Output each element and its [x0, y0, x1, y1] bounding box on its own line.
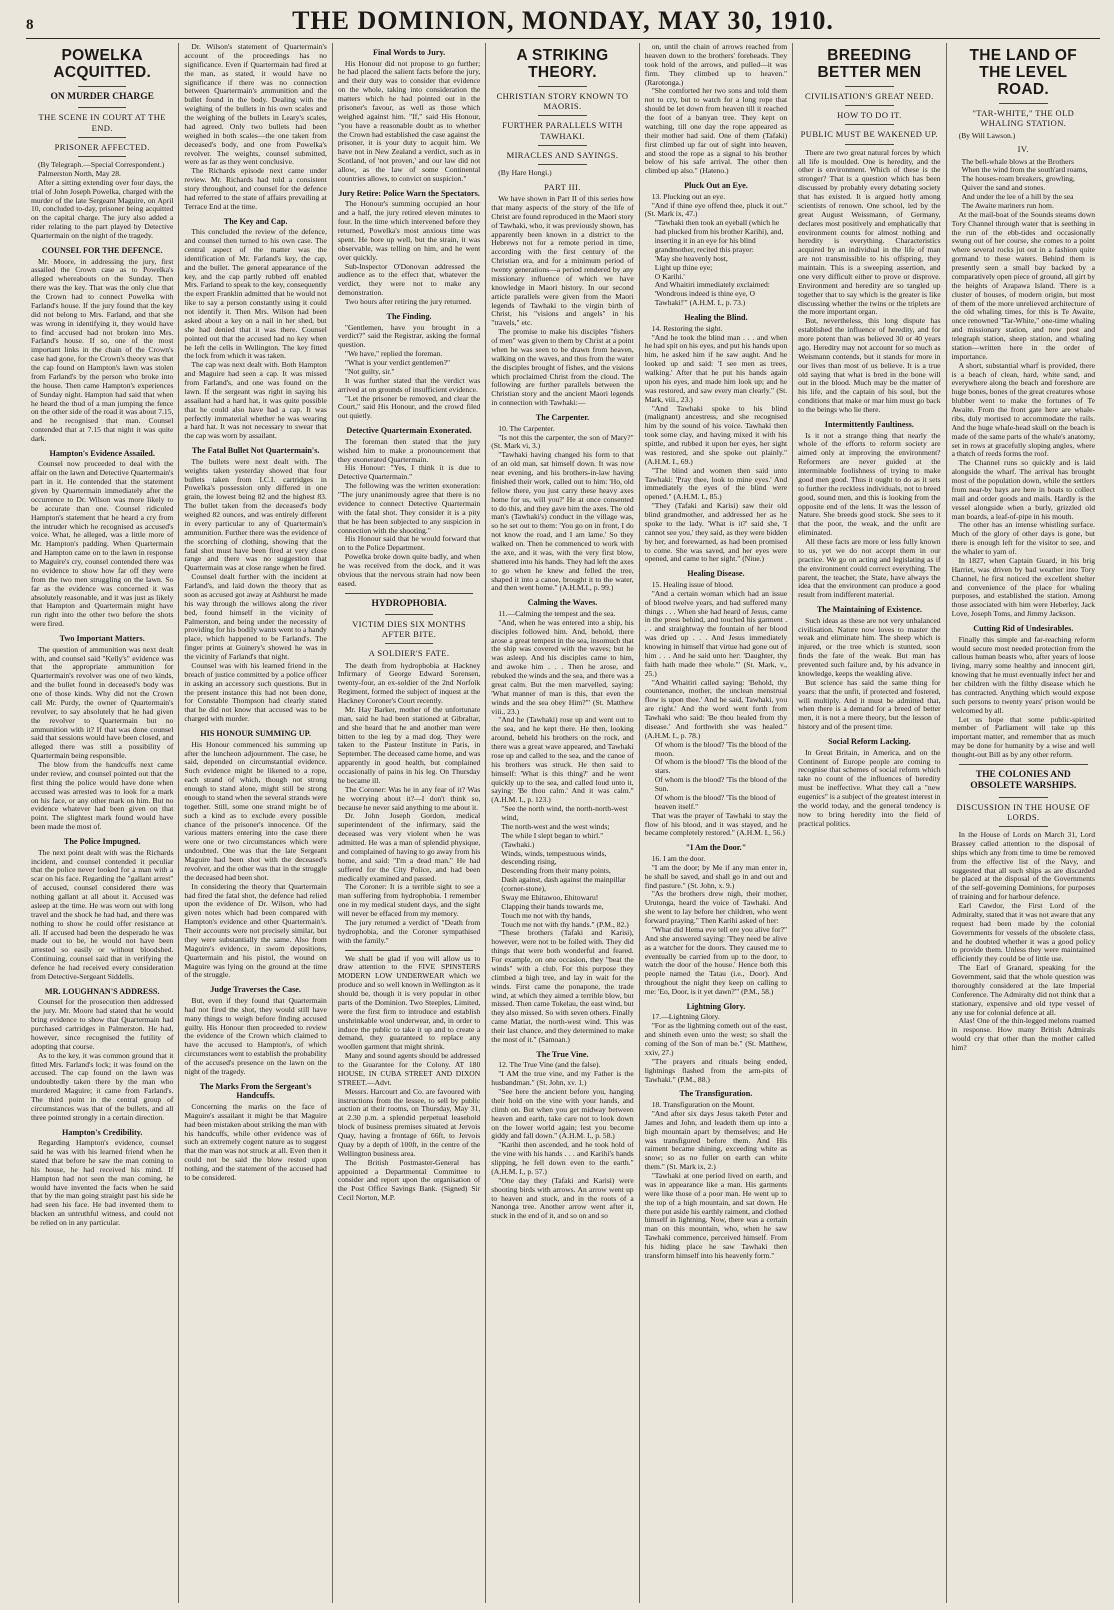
deck: PRISONER AFFECTED. — [54, 141, 150, 152]
column-2 — [179, 43, 332, 1603]
paragraph: But science has said the same thing for years: that the unfit, if protected and fostered, will multiply. And it must be admitted that, when there is a demand for a breed of better men, it is not a mere theory, but the lesson of history and of the present time. — [798, 677, 941, 732]
divider-rule — [999, 797, 1048, 798]
section-heading: Social Reform Lacking. — [828, 737, 911, 747]
paragraph: "Is not this the carpenter, the son of Mary?" (St. Mark vi, 3.) — [491, 432, 634, 451]
paragraph: "The prayers and rituals being ended, lightnings flashed from the arm-pits of Tawhaki." (P.M., 88.) — [644, 1056, 788, 1084]
section-heading: COUNSEL FOR THE DEFENCE. — [41, 245, 163, 255]
paragraph: "They (Tafaki and Karisi) saw their old blind grandmother, and addressed her as he spoke to the lady. 'What is it?' said she, 'I cannot see you,' they said, as they were bidden by her, and forewarned, as had been promised to come. She was saved, and her eyes were opened, and came to her sight." (Niue.) — [644, 501, 788, 564]
paragraph: "And he took the blind man . . . and when he had spit on his eyes, and put his hands upon him, he asked him if he saw aught. And he looked up and said: 'I see men as trees, walking.' After that he put his hands again upon his eyes, and made him look up; and he was restored, and saw every man clearly." (St. Mark, viii., 23.) — [644, 332, 788, 404]
paragraph: All these facts are more or less fully known to us, yet we do not accept them in our practice. We go on acting and legislating as if the environment could correct everything. The parent, the teacher, the State, have always the idea that the environment can produce a good result from indifferent material. — [798, 537, 941, 600]
divider-rule — [538, 115, 586, 116]
masthead-rule — [26, 38, 1100, 39]
divider-rule — [385, 614, 433, 615]
masthead — [26, 6, 1100, 36]
paragraph: His Honour: "Yes, I think it is due to Detective Quartermain." — [337, 463, 481, 482]
section-heading: Two Important Matters. — [59, 634, 145, 644]
deck: HOW TO DO IT. — [837, 110, 902, 121]
paragraph: "I AM the true vine, and my Father is the husbandman." (St. John, xv. 1.) — [491, 1069, 634, 1088]
paragraph: A short, substantial wharf is provided, there is a beach of clean, hard, white sand, and everywhere along the beach and foreshore are huge bones, bones of the great creatures whose blubber went to make the fortunes of Te Awaite. From the front gate here are whale-ribs, duly mortised to accommodate the rails. And the huge whale-head skull on the beach is made of the same parts of the whale's anatomy, set in rows at gracefully sloping angles, where a thatch of reeds forms the roof. — [951, 360, 1095, 459]
column-1 — [26, 43, 179, 1603]
divider-rule — [78, 156, 126, 157]
paragraph: "These brothers (Tafaki and Karisi), however, were not to be foiled with. They did things that were both wonderful and feared. For example, on one occasion, they "beat the winds" with a club. For this purpose they climbed a high tree, and lay in wait for the winds. First came the ponapone, the trade wind, at which they aimed a terrible blow, but missed. Then came Tokelau, the east wind, but they also missed. So with seven others. Finally came Matiat, the north-west wind. This was their last chance, and they determined to make the most of it." (Samoan.) — [491, 928, 634, 1044]
paragraph: "And, when he was entered into a ship, his disciples followed him. And, behold, there arose a great tempest in the sea, insomuch that the ship was covered with the waves; but he was asleep. And his disciples came to him, and awoke him . . . Then he arose, and rebuked the winds and the sea, and there was a great calm. But the men marvelled, saying: 'What manner of man is this, that even the winds and the sea obey Him?'" (St. Matthew viii., 23.) — [491, 617, 634, 716]
section-heading: Hampton's Evidence Assailed. — [49, 448, 155, 458]
paragraph: In 1827, when Captain Guard, in his brig Harriet, was driven by bad weather into Tory Channel, he first noticed the excellent shelter and convenience of the place for whaling purposes, and established the station. Among those associated with him were Heberley, Jack Love, Joseph Toms, and Jimmy Jackson. — [951, 555, 1095, 619]
paragraph: That was the prayer of Tawhaki to stay the flow of his blood, and it was stayed, and he became completely restored." (A.H.M. I., 56.) — [644, 810, 788, 838]
paragraph: As to the key, it was common ground that it fitted Mrs. Farland's lock; it was found on the accused. The cap found on the lawn was undoubtedly taken there by the man who murdered Maguire; it came from Farland's. The third point in the central group of circumstances was that of the bullets, and all three pointed strongly in a certain direction. — [31, 1050, 174, 1122]
paragraph: Counsel for the prosecution then addressed the jury. Mr. Moore had stated that he would bring evidence to show that Quartermain had purchased cartridges in Palmerston. He had, however, since recognised the futility of adopting that course. — [31, 997, 174, 1051]
paragraph: Counsel dealt further with the incident at Farland's, and laid down the theory that as soon as accused got away at Ashhurst he made his way through the willows along the river bed, found himself in the vicinity of Palmerston, and being under the necessity of providing for his bodily wants went to a handy place, which happened to be Farland's. The finger prints at Guinery's showed he was in the vicinity of Farland's that night. — [184, 572, 327, 662]
paragraph: It was further stated that the verdict was arrived at on grounds of insufficient evidence. — [337, 375, 481, 394]
section-heading: The Police Impugned. — [63, 837, 141, 847]
column-6 — [793, 43, 946, 1603]
divider-rule — [999, 103, 1048, 104]
paragraph: "As the brothers drew nigh, their mother, Urutonga, heard the voice of Tawhaki. And she went to lay before her children, who went forward praying." Then Karihi asked of her: — [644, 889, 788, 925]
section-heading: The Finding. — [386, 311, 432, 321]
paragraph: "And a certain woman which had an issue of blood twelve years, and had suffered many things . . . When she had heard of Jesus, came in the press behind, and touched his garment . . . and straightway the fountain of her blood was dried up . . . And Jesus immediately knowing in himself that virtue had gone out of him . . . And he said unto her: 'Daughter, thy faith hath made thee whole.'" (St. Mark, v., 25.) — [644, 588, 788, 678]
divider-rule — [845, 86, 893, 87]
paragraph: "Karihi then ascended, and he took hold of the vine with his hands . . . and Karihi's hands slipping, he fell down even to the earth." (A.H.M. I., p. 57.) — [491, 1140, 634, 1176]
paragraph: This concluded the review of the defence, and counsel then turned to his own case. The central aspect of the matter was the identification of Mr. Farland's key, the cap, and the bullet. The general appearance of the key, and the cap partly rubbed off enabled Mrs. Farland to speak to the key, consequently the expert Franklin admitted that he would not like to say a person constantly using it could not identify it. Then Mrs. Wilson had been asked about a key on a nail in her shed, but she had denied that it was there. Counsel pointed out that the accused had no key when he left the cells in Wellington. The key fitted the lock from which it was taken. — [184, 227, 327, 361]
paragraph: But, nevertheless, this long dispute has established the influence of heredity, and for more potent than was believed 30 or 40 years ago. Heredity may not account for so much as Weismann contends, but it stands for more in our lives than most of us believe. It is a true old saying that what is bred in the bone will out in the blood. Much may be the matter of his life, and the captain of his soul, but the conditions that make or mar him must go back to the beings who lie there. — [798, 316, 941, 415]
paragraph: His Honour did not propose to go further; he had placed the salient facts before the jury, and their duty was to consider that evidence on the whole, taking into consideration the matters which he had pointed out in the prisoner's favour, as well as those which weighed against him. "If," said His Honour, "you have a reasonable doubt as to whether the Crown had established the case against the prisoner, it is your duty to acquit him. We have not in New Zealand a verdict, such as in Scotland, of 'not proven,' and our law did not allow, as the law of some Continental countries allows, to convict on suspicion." — [337, 58, 481, 183]
column-7 — [947, 43, 1100, 1603]
section-heading: Lightning Glory. — [686, 1001, 746, 1011]
paragraph: The jury returned a verdict of "Death from hydrophobia, and the Coroner sympathised with the family." — [337, 917, 481, 945]
paragraph: Is it not a strange thing that nearly the whole of the efforts to reform society are aimed only at improving the environment? Reformers are never guided at the interminable foolishness of trying to make good men good. Thus it ought to do as it sets to further the reckless individuals, not to breed good, sound men, and this is looking from the opposite end of the lens. It was the lesson of Nature. She breeds good stock. She sees to it that the poor, the weak, and the unfit are eliminated. — [798, 430, 941, 538]
paragraph: Messrs. Harcourt and Co. are favoured with instructions from the lessee, to sell by public auction at their rooms, on Thursday, May 31, at 2.30 p.m. a splendid perpetual leasehold block of business premises situated at Jervois Quay, having a frontage of 66ft, to Jervois Quay by a depth of 100ft, in the centre of the Wellington business area. — [337, 1086, 481, 1158]
paragraph: Palmerston North, May 28. — [38, 168, 121, 178]
subheadline: HYDROPHOBIA. — [371, 598, 447, 609]
paragraph: Concerning the marks on the face of Maguire's assailant it might be that Maguire had been mistaken about striking the man with his handcuffs, while other evidence was of such an extremely cogent nature as to suggest that the man was not struck at all. Even then it could not be said the blow rested upon nothing, and the statement of the accused had to be considered. — [184, 1101, 327, 1182]
section-heading: The Maintaining of Existence. — [816, 605, 922, 615]
paragraph: "We have," replied the foreman. — [344, 349, 443, 359]
section-heading: The Fatal Bullet Not Quartermain's. — [191, 446, 320, 456]
section-heading: The True Vine. — [536, 1049, 589, 1059]
paragraph: The other has an intense whistling surface. Much of the glory of other days is gone, but there is enough left for the visitor to see, and the whaler to yarn of. — [951, 520, 1095, 557]
paragraph: There are two great natural forces by which all life is moulded. One is heredity, and the other is environment. Which of these is the stronger? That is a question which has been discussed by probably every debating society that has existed. It is argued hotly among scientists of renown. One school, led by the great August Weissmann, of Germany, declares most positively and emphatically that environment counts for almost nothing and heredity is everything. Characteristics acquired by an individual in the life of man are not transmissible to his offspring, they maintain. This is a sweeping assertion, and one very difficult either to prove or disprove. Environment and heredity are so tangled up together that to say which is the greater is like discussing whether the twins or the triplets are the more important organ. — [798, 147, 941, 317]
paragraph: "And he (Tawhaki) rose up and went out to the sea, and he kept there. He then, looking around, beheld his brothers on the rock, and there was a great wave appeared, and Tawhaki rose up and called to the sea, and the canoe of his brothers was struck. He then said to himself: 'What is this thing?' and he went quickly up to the sea, and called loud unto it, saying: 'Be thou calm.' And it was calm." (A.H.M. I., p. 123.) — [491, 715, 634, 805]
subheadline: ON MURDER CHARGE — [50, 92, 154, 103]
section-heading: The Key and Cap. — [223, 216, 288, 226]
paragraph: (By Telegraph.—Special Correspondent.) — [38, 160, 165, 170]
divider-rule — [538, 145, 586, 146]
deck: "TAR-WHITE," THE OLD WHALING STATION. — [972, 108, 1075, 129]
divider-rule — [845, 144, 893, 145]
headline: THE LAND OF THE LEVEL ROAD. — [969, 47, 1078, 99]
section-heading: Cutting Rid of Undesirables. — [973, 624, 1074, 634]
paragraph: The bullets were next dealt with. The weights taken yesterday showed that four bullets taken from I.C.I. cartridges in Powelka's possession only differed in one grain, the lowest being 82 and the highest 83. The bullet taken from the deceased's body weighed 82 ounces, and was entirely different in every particular to any of Quartermain's ammunition. Further there was the evidence of the scorching of clothing, showing that the fatal shot must have been fired at very close range and there was no suggestion that Quartermain was at close range when he fired. — [184, 456, 327, 573]
deck: MIRACLES AND SAYINGS. — [506, 149, 619, 160]
paragraph: "Let the prisoner be removed, and clear the Court," said His Honour, and the crowd filed out quietly. — [337, 393, 481, 421]
paragraph: The cap was next dealt with. Both Hampton and Maguire had seen a cap. It was missed from Farland's, and one was found on the lawn. If the sergeant was right in saying his assailant had a hard hat, it was quite possible that he could also have had a cap. It was perfectly immaterial whether he was wearing a hard hat. It was not necessary to swear that the cap was worn by assailant. — [184, 360, 327, 441]
paragraph: Earl Cawdor, the First Lord of the Admiralty, stated that it was not aware that any request had been made by the colonial Governments for vessels of the obsolete class, and he doubted whether it was a good policy to provide them. Unless they were maintained efficiently they could be of little use. — [951, 901, 1095, 964]
paragraph: "And Whaitiri called saying: 'Behold, thy countenance, mother, the unclean menstrual flow is upon thee.' And he said, Tawhaki, you are right.' And the word went forth from Tawhaki who said: 'Be thou healed from thy disease.' And forthwith she was healed." (A.H.M. I., p. 78.) — [644, 677, 788, 740]
section-heading: Judge Traverses the Case. — [210, 985, 301, 995]
paragraph: "What did Hema eve tell ere you alive for?" And she answered saying: 'They need be alive as a watcher for the doors. They caused me to eventually be carried from up to the door, to watch the door of the house.' Hence both this people named the Tatau (i.e., Door). And throughout the night they keep on calling to me: 'Eo, Door, is it yet dawn?'" (P.M., 58.) — [644, 924, 788, 996]
paragraph: The death from hydrophobia at Hackney Infirmary of George Edward Sorensen, twenty-four, an ex-soldier of the 2nd Norfolk Regiment, formed the subject of inquest at the Hackney Coroner's Court recently. — [337, 660, 481, 706]
paragraph: 15. Healing issue of blood. — [651, 579, 734, 589]
headline: BREEDING BETTER MEN — [817, 47, 922, 82]
paragraph: "Tawhaki having changed his form to that of an old man, sat himself down. It was now near evening, and his brothers-in-law having finished their work, called out to him: 'Ho, old fellow there, you just carry these heavy axes home for us, will you?' He at once consented to do this, and they gave him the axes. The old man's (Tawhaki's) conduct in the village was, so he set out to them: 'You go on in front, I do not know the road, and I am lame.' So they walked on. Then he commenced to work with the axe, and it was, with the very first blow, shattered into his hands. They had left the axes to go when he knew and felled the tree, shaped it into a canoe, brought it to the water, and then went home." (A.H.M.I., p. 99.) — [491, 450, 634, 593]
paragraph: His Honour commenced his summing up after the luncheon adjournment. The case, he said, depended on circumstantial evidence. Such evidence might be likened to a rope, each strand of which, though not strong enough to stand alone, might still be strong enough to stand when the several strands were together. Still, some one strand might be of such a kind as to exclude every possible chance of the prisoner's innocence. Of the various matters entering into the case there were one or two circumstances which were undoubted. One was that the late Sergeant Maguire had been shot with the deceased's revolver, and the other was that in the struggle the deceased had been shot. — [184, 739, 327, 882]
paragraph: The Channel runs so quickly and is laid alongside the wharf. The arrival has brought most of the population down, while the settlers from near-by bays are here in boats to collect mail and order goods and mails. Hardly is the vessel alongside when a burly, grizzled old man boards, a leaf-of-pipe in his mouth. — [951, 458, 1095, 521]
paragraph: "See here the ancient before you, hanging their hold on the vine with your hands, and climb on. But when you get midway between heaven and earth, take care not to look down on the lower world again; lest you become giddy and fall down." (A.H.M. I., p. 58.) — [491, 1087, 634, 1141]
section-heading: MR. LOUGHNAN'S ADDRESS. — [44, 986, 160, 996]
paragraph: Winds, winds, tempestuous winds, descending rising, Descending from their many points, Dash against, dash against the mainpillar (corner-stone), Sway me Ehitawoo, Ehitowaru! Clapping their hands towards me, Touch me not with thy hands, Touch me not with thy hands." (P.M., 82.) — [501, 848, 629, 929]
paragraph: "The blind and women then said unto Tawhaki: 'Pray thee, look to mine eyes.' And immediately the eyes of the blind were opened." (A.H.M. I., 85.) — [644, 465, 788, 502]
subheadline: THE COLONIES AND OBSOLETE WARSHIPS. — [970, 769, 1077, 792]
divider-rule — [78, 107, 126, 108]
deck: IV. — [1017, 144, 1029, 155]
section-heading: The Transfiguration. — [679, 1089, 753, 1099]
section-heading: Detective Quartermain Exonerated. — [346, 426, 472, 436]
paragraph: 11.—Calming the tempest and the sea. — [498, 608, 616, 618]
paragraph: The bell-whale blows at the Brothers When the wind from the south'ard roams, The houses-roam breakers, growling, Quiver the sand and stones. And under the lee of a hill by the sea The Awaite mariners run hom. — [961, 156, 1088, 210]
deck: CHRISTIAN STORY KNOWN TO MAORIS. — [496, 91, 629, 112]
paragraph: "Not guilty, sir." — [344, 366, 395, 376]
paragraph: After a sitting extending over four days, the trial of John Joseph Powelka, charged with the murder of the late Sergeant Maguire, on April 10, concluded to-day, prisoner being acquitted on the capital charge. The jury also added a rider relating to the part played by Detective Quartermain on the night of the tragedy. — [31, 177, 174, 241]
paragraph: At the mail-boat of the Sounds steams down Tory Channel through water that is seething in the run of the ebb-tides and occasionally swung out of her course, she comes to a point where several rocks jut out in a fashion quite gormand to these waters. Behind them is presently seen a small bay backed by a comparatively open piece of ground, all girt by the heights of Arapawa Island. There is a cluster of houses, of modern origin, but most of them of the more unrelieved architecture of the old whaling times, for this is Te Awaite, once renowned "Tar-White," one-time whaling and missionary station, and now post and telegraph station, sheep station, and whaling station—written here in the order of importance. — [951, 209, 1095, 361]
deck: PART III. — [544, 181, 581, 192]
paragraph: "Gentlemen, have you brought in a verdict?" said the Registrar, asking the formal question. — [337, 322, 481, 350]
section-heading: The Carpenter. — [535, 413, 590, 423]
deck: DISCUSSION IN THE HOUSE OF LORDS. — [956, 801, 1091, 822]
column-4 — [486, 43, 639, 1603]
section-heading: "I Am the Door." — [685, 843, 747, 853]
paragraph: His Honour said that he would forward that on to the Police Department. — [337, 534, 481, 553]
headline: POWELKA ACQUITTED. — [53, 47, 152, 82]
paragraph: The foreman then stated that the jury wished him to make a pronouncement that they exonerated Quartermain. — [337, 436, 481, 464]
paragraph: The Honour's summing occupied an hour and a half, the jury retired eleven minutes to four. In the time which intervened before they returned, Powelka's most anxious time was spent. He bore up well, but the strain, it was observable, was telling on him, and he went over quickly. — [337, 199, 481, 262]
paragraph: 13. Plucking out an eye. — [651, 191, 726, 201]
paragraph: Dr. Wilson's statement of Quartermain's account of the proceedings has no significance. Even if Quartermain had fired at the man, as stated, it would have no significance if there was no connection between Quartermain's ammunition and the bullet found in the body. Dealing with the weighing of the bullets in his own scales and the weighing of the bullets in Leary's scales, had agreed. Only two bullets had been weighed in both scales—the one taken from deceased's body, and one from Powelka's revolver. The weights, counsel submitted, were as far as they went conclusive. — [184, 43, 327, 167]
paragraph: The following was the written exoneration: "The jury unanimously agree that there is no evidence to connect Detective Quartermain with the fatal shot. They consider it is a pity that he has been subjected to any suspicion in connection with the shooting." — [337, 481, 481, 535]
section-heading: Jury Retire: Police Warn the Spectators. — [338, 188, 480, 198]
divider-rule — [345, 593, 473, 594]
deck: CIVILISATION'S GREAT NEED. — [805, 91, 934, 102]
paragraph: The next point dealt with was the Richards incident, and counsel contended it peculiar that the police never looked for a man with a scar on his face. Regarding the "gallant arrest" of accused, counsel considered there was nothing gallant at all about it. Accused was asleep at the time. He was worn out with long travel and the shock he had had, and there was nothing to show he could offer resistance at all. If accused had been the desperado he was made out to be, he would not have been arrested so easily or without bloodshed. Continuing, counsel said that in verifying the defence he had received every consideration from Detective-Sergeant Siddells. — [31, 847, 174, 981]
headline: A STRIKING THEORY. — [516, 47, 609, 82]
section-heading: Calming the Waves. — [527, 598, 598, 608]
paragraph: 10. The Carpenter. — [498, 423, 555, 433]
section-heading: Final Words to Jury. — [372, 48, 446, 57]
divider-rule — [385, 643, 433, 644]
divider-rule — [345, 950, 473, 951]
paragraph: "One day they (Tafaki and Karisi) were shooting birds with arrows. An arrow went up to heaven and stuck, and in the roots of a Nanonga tree. Another arrow went after it, stuck in the end of it, and so on and so — [491, 1175, 634, 1221]
divider-rule — [959, 764, 1088, 765]
paragraph: 14. Restoring the sight. — [651, 323, 723, 333]
divider-rule — [78, 137, 126, 138]
divider-rule — [845, 105, 893, 106]
paragraph: Alas! One of the thin-legged melons roamed in response. How many British Admirals would cry that other than the mother called him? — [951, 1016, 1095, 1053]
paragraph: "For as the lightning cometh out of the east, and shineth even unto the west; so shall the coming of the Son of man be." (St. Matthew, xxiv, 27.) — [644, 1021, 788, 1057]
paragraph: Regarding Hampton's evidence, counsel said he was with his learned friend when he stated that before he saw the man coming to his house, he had received his mind. If Hampton had not seen the man coming, he would have invented the facts when he said that by the man going straight past his side he had seen his face. He had invented them to blacken an untruthful witness, and could not be relied on in any particular. — [31, 1138, 174, 1228]
section-heading: Intermittently Faultiness. — [824, 419, 914, 429]
paragraph: Powelka broke down quite badly, and when he was received from the dock, and it was obvious that the nervous strain had now been eased. — [337, 552, 481, 588]
section-heading: HIS HONOUR SUMMING UP. — [200, 729, 311, 739]
deck: VICTIM DIES SIX MONTHS AFTER BITE. — [352, 619, 466, 640]
deck: THE SCENE IN COURT AT THE END. — [38, 112, 166, 133]
paragraph: We have shown in Part II of this series how that many aspects of the story of the life of Christ are found reproduced in the Maori story of Tawhaki, who, it was previously shown, has apparently been known in a district to the Hebrews not for a remote period in time, according with the first century of the Christian era, and for a minimum period of twenty generations—a period rendered by any missionary influence of which we have knowledge in Maori history. In our second article parallels were given from the Maori legends of Tawhaki to the virgin birth of Christ, his "visions and angels" in his "travels," etc. — [491, 194, 634, 328]
paragraph: Mr. Moore, in addressing the jury, first assailed the Crown case as to Powelka's alleged whereabouts on the Sunday. Then there was the key. That was the only clue that the Crown had to connect Powelka with Farland's house. If the jury found that the key did not belong to Mrs. Farland, and that she was wrong in identifying it, they would have to find accused had not broken into Mrs. Farland's house. If so, one of the most important links in the chain of the Crown's case had gone, for the Crown's theory was that the cap found on Hampton's lawn was stolen from Farland's by the person who broke into the house. Then came Hampton's experiences of Sunday night. Hampton had said that when he heard the thud of a man jumping the fence on the other side of the road it was about 7.15, and he recognised that man. Counsel contended that at 7.15 that night it was quite dark. — [31, 256, 174, 444]
deck: FURTHER PARALLELS WITH TAWHAKI. — [502, 120, 623, 141]
paragraph: "She comforted her two sons and told them not to cry, but to watch for a long rope that should be let down from heaven till it reached the foot of a banyan tree. They kept on watching, till one day the rope appeared as their mother had said. One of them (Tafaki) first climbed up far out of sight into heaven, and stood the rope as a signal to his brother below of his safe arrival. The other then climbed up also." (Hateno.) — [644, 86, 788, 176]
deck: A SOLDIER'S FATE. — [368, 648, 450, 659]
paragraph: In Great Britain, in America, and on the Continent of Europe people are coming to recognise that schemes of social reform which take no count of the influences of heredity must be ineffective. What they call a "new eugenics" is a subject of the greatest interest in the world today, and the general tendency is now to bring heredity into the field of practical politics. — [798, 747, 941, 828]
paragraph: Many and sound agents should be addressed to the Guarantee for the Colony. AT 180 HOUSE, IN CUBA STREET AND DIXON STREET.—Advt. — [337, 1051, 481, 1087]
paragraph: The British Postmaster-General has appointed a Departmental Committee to consider and report upon the organisation of the Post Office Savings Bank. (Signed) Sir Cecil Norton, M.P. — [337, 1157, 481, 1203]
paragraph: 12. The True Vine (and the false). — [498, 1060, 601, 1070]
section-heading: Pluck Out an Eye. — [684, 181, 748, 191]
paragraph: 18. Transfiguration on the Mount. — [651, 1100, 755, 1110]
paragraph: Of whom is the blood? 'Tis the blood of the moon. Of whom is the blood? 'Tis the blood of the stars. Of whom is the blood? 'Tis the blood of the Sun. Of whom is the blood? 'Tis the blood of heaven itself." — [654, 739, 787, 811]
paragraph: The question of ammunition was next dealt with, and counsel said "Kelly's" evidence was that the appropriate ammunition for Quartermain's revolver was one of two kinds, and the bullet found in deceased's body was one of those kinds. Why did not the Crown call Mr. Purdy, the owner of Quartermain's revolver, to say absolutely that he had given the revolver to Quartermain but no ammunition with it? If that was done counsel said that sessions would have been closed, and alleged there was still a possibility of Quartermain being responsible. — [31, 644, 174, 761]
paragraph: The promise to make his disciples "fishers of men" was given to them by Christ at a point when he was seen to be drawn from heaven, walking on the waves, and thus from the water the disciples brought of fishes, and the visions which proclaimed Christ from the cloud. The following are further parallels between the Christian story and the ancient Maori legends in connection with Tawhaki:— — [491, 327, 634, 408]
section-heading: The Marks From the Sergeant's Handcuffs. — [199, 1081, 312, 1101]
paragraph: "And Tawhaki spoke to his blind (malignant) ancestress, and she recognised him by the sound of his voice. Tawhaki then took some clay, and having mixed it with his spittle, and rubbed it upon her eyes, her sight was restored, and she spoke out plainly." (A.H.M. I., 69.) — [644, 403, 788, 466]
divider-rule — [538, 86, 586, 87]
paragraph: on, until the chain of arrows reached from heaven down to the brothers' foreheads. They took hold of the arrows, and pulled—it was firm. They climbed up to heaven." (Rarotonga.) — [644, 43, 788, 87]
paragraph: "See the north wind, the north-north-west wind, The north-west and the west winds; The while I slept began to whirl." (Tawhaki.) — [501, 804, 628, 849]
paragraph: Two hours after retiring the jury returned. — [344, 297, 472, 307]
paragraph: (By Will Lawson.) — [958, 130, 1016, 140]
paragraph: The blow from the handcuffs next came under review, and counsel pointed out that the first thing the police would have done when accused was arrested was to look for a mark on his face, or any other mark on him. But no evidence whatever had been given on that point. The slightest mark found would have been made the most of. — [31, 760, 174, 832]
paragraph: In considering the theory that Quartermain had fired the fatal shot, the defence had relied upon the evidence of Dr. Wilson, who had given notes which had been compared with Hampton's evidence and other Quartermain's. Their accounts were not precisely similar, but they were substantially the same. Also from Maguire's evidence, in sworn depositions, Quartermain and his pistol, the wound on Maguire was lying on the ground at the time of the struggle. — [184, 881, 327, 980]
paragraph: We shall be glad if you will allow us to draw attention to the FIVE SPINSTERS MODERN LOW UNDERWEAR which we produce and so well known in Wellington as it should be, though it is very popular in other parts of the Dominion. Two Steeples, Limited, were the first firm to introduce and establish unshrinkable wool underwear, and, in order to induce the public to take it up and to create a demand, they guaranteed to replace any woollen garment that might shrink. — [337, 953, 481, 1052]
paragraph: The Coroner: It is a terrible sight to see a man suffering from hydrophobia. I remember one in my medical student days, and the sight will never be effaced from my memory. — [337, 882, 481, 919]
paragraph: Such ideas as these are not very unbalanced civilisation. Nature now loves to master the weak and eliminate him. The sheep which is injured, or the tree which is stunted, soon finds the fate of the weak. But man has prevented such failure and, by his advance in knowledge, keeps the weakling alive. — [798, 615, 941, 678]
newspaper-title: THE DOMINION, MONDAY, MAY 30, 1910. — [292, 6, 834, 35]
paragraph: Dr. John Joseph Gordon, medical superintendent of the infirmary, said the deceased was very violent when he was admitted. He was a man of splendid physique, and complained of having to go away from his home, and said: "I'm a dead man." He had suffered for the City Police, and had been medically examined and passed. — [337, 811, 481, 883]
section-heading: Healing the Blind. — [684, 313, 748, 323]
section-heading: Hampton's Credibility. — [62, 1127, 143, 1137]
paragraph: "And after six days Jesus taketh Peter and James and John, and leadeth them up into a high mountain apart by themselves; and He was transfigured before them. And His raiment became shining, exceeding white as snow; so as no fuller on earth can white them." (St. Mark ix, 2.) — [644, 1108, 788, 1172]
paragraph: "Tawhaki then took an eyeball (which he had plucked from his brother Karihi), and, inserting it in an eye for his blind grandmother, recited this prayer: 'May she heavenly host, Light up thine eye; O Karihi.' And Whaitiri immediately exclaimed: 'Wondrous indeed is thine eye, O Tawhaki!'" (A.H.M. I., p. 73.) — [654, 218, 784, 308]
paragraph: "I am the door; by Me if any man enter in, he shall be saved, and shall go in and out and find pasture." (St. John, x. 9.) — [644, 862, 788, 890]
deck: PUBLIC MUST BE WAKENED UP. — [800, 129, 939, 140]
paragraph: Let us hope that some public-spirited member of Parliament will take up this important matter, and remember that as much may be done for humanity by a wise and well thought-out Bill as by any other reform. — [951, 714, 1095, 760]
paragraph: Sub-Inspector O'Donovan addressed the audience as to the effect that, whatever the verdict, they were not to make any demonstration. — [337, 261, 481, 298]
paragraph: Counsel now proceeded to deal with the affair on the lawn and Detective Quartermain's part in it. He contended that the statement given by Quartermain immediately after the occurrence to Dr. Wilson was more likely to be accurate than one. Counsel ridiculed Hampton's statement that he heard a cry from the intruder which he recognised as accused's voice. What, he alleged, was a little more of Mr. Hampton's padding. When Quartermain and Hampton came on to the lawn in response to Maguire's cry, counsel contended there was no evidence to show how far off they were from the two men struggling on the lawn. So far as the evidence was concerned it was absolutely reasonable, and it was just as likely that Hampton and Quartermain might have run right into the other two before the shots were fired. — [31, 459, 174, 629]
column-3 — [333, 43, 486, 1603]
divider-rule — [538, 164, 586, 165]
paragraph: The Earl of Granard, speaking for the Government, said that the whole question was thoroughly considered at the late Imperial Conference. The Admiralty did not think that a stationary, expensive and old type vessel of any use for colonial defence at all. — [951, 963, 1095, 1017]
divider-rule — [999, 826, 1048, 827]
paragraph: 16. I am the door. — [651, 853, 706, 863]
paragraph: 17.—Lightning Glory. — [651, 1012, 720, 1022]
paragraph: The Richards episode next came under review. Mr. Richards had told a consistent story throughout, and counsel for the defence had referred to the state of affairs prevailing at Terrace End at the time. — [184, 166, 327, 211]
paragraph: In the House of Lords on March 31, Lord Brassey called attention to the disposal of ships which any from time to time be removed from the effective list of the Navy, and suggested that all such ships as are discarded be placed at the disposal of the Governments of the self-governing Dominions, for purposes of training and for harbour defence. — [951, 830, 1095, 902]
paragraph: "And if thine eye offend thee, pluck it out." (St. Mark ix, 47.) — [644, 200, 788, 219]
divider-rule — [78, 86, 126, 87]
paragraph: "Tawhaki at one period lived on earth, and was in appearance like a man. His garments were like those of a poor man. He went up to the top of a high mountain, and sat down. He there put aside his earthly raiment, and clothed himself in lightning. Now, there was a certain man on this mountain, who, when he saw Tawhaki commence, perceived himself. From his hiding place he saw Tawhaki then transform himself into his heavenly form." — [644, 1171, 788, 1260]
paragraph: Finally this simple and far-reaching reform would secure most needed protection from the callous human beasts who, after years of loose living, marry some healthy and innocent girl, knowing that he must eventually infect her and her children with the filthy disease which he has contracted. Anything which would expose such persons to twenty years' prison would be welcomed by all. — [951, 634, 1095, 715]
paragraph: But, even if they found that Quartermain had not fired the shot, they would still have many things to weigh before finding accused guilty. His Honour then proceeded to review the evidence of the Crown which claimed to have the accused to Hampton's, of which circumstances went to establish the probability of the accused's presence on the lawn on the night of the tragedy. — [184, 995, 327, 1076]
article-columns — [26, 43, 1100, 1603]
divider-rule — [845, 124, 893, 125]
column-5 — [640, 43, 793, 1603]
paragraph: Counsel was with his learned friend in the breach of justice committed by a police officer in asking an accessory such questions. But in the present instance this had not been done, for Constable Thompson had clearly stated that he did not know that accused was to be charged with murder. — [184, 660, 327, 724]
paragraph: Mr. Hay Barker, mother of the unfortunate man, said he had been stationed at Gibraltar, and she heard that he and another man were bitten to the leg by a mad dog. They were taken to the Pasteur Institute in Paris, in September. The deceased came home, and was apparently in good health, but complained occasionally of pains in his leg. On Thursday he became ill. — [337, 704, 481, 785]
paragraph: (By Hare Hongi.) — [498, 168, 552, 178]
paragraph: The Coroner: Was he in any fear of it? Was he worrying about it?—I don't think so, because he never said anything to me about it. — [337, 784, 481, 812]
section-heading: Healing Disease. — [687, 569, 745, 579]
page-number: 8 — [26, 17, 34, 33]
paragraph: "What is your verdict gentlemen?" — [344, 358, 451, 368]
